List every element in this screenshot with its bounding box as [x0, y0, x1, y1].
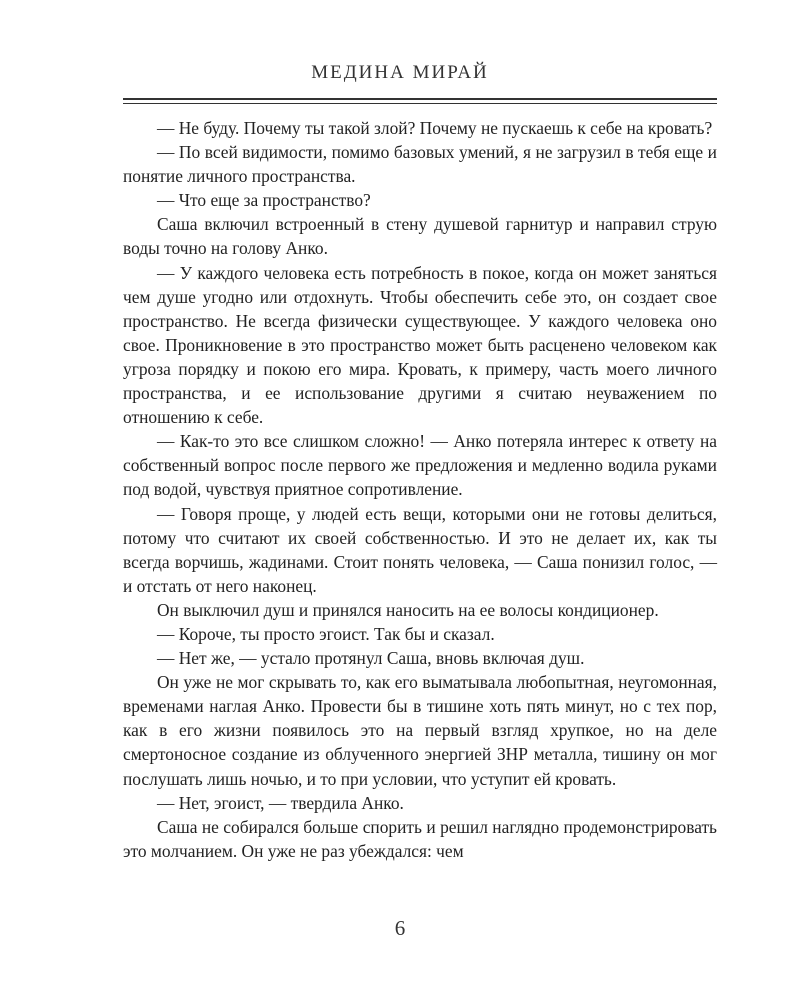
header-rule-thick [123, 98, 717, 100]
paragraph: — По всей видимости, помимо базовых умений, я не загрузил в тебя еще и понятие личного пространства. [123, 142, 717, 187]
paragraph: — Не буду. Почему ты такой злой? Почему не пускаешь к себе на кровать? [157, 118, 713, 138]
page-number: 6 [394, 916, 406, 940]
paragraph: — Говоря проще, у людей есть вещи, которыми они не готовы делиться, потому что считают их своей собственностью. И это не делает их, как ты всегда ворчишь, жадинами. Стоит понять человека, — Саша понизил голос, — и отстать от него наконец. [123, 503, 717, 596]
running-header: МЕДИНА МИРАЙ [311, 62, 489, 83]
paragraph: — Нет же, — устало протянул Саша, вновь включая душ. [157, 648, 585, 669]
paragraph: Он выключил душ и принялся наносить на ее волосы кондиционер. [157, 599, 659, 620]
paragraph: Саша включил встроенный в стену душевой гарнитур и направил струю воды точно на голову Анко. [123, 214, 717, 259]
paragraph: — Нет, эгоист, — твердила Анко. [157, 792, 404, 813]
paragraph: — Короче, ты просто эгоист. Так бы и сказал. [157, 623, 495, 644]
paragraph: Саша не собирался больше спорить и решил наглядно продемонстрировать это молчанием. Он уже не раз убеждался: чем [123, 816, 717, 861]
paragraph: — Как-то это все слишком сложно! — Анко потеряла интерес к ответу на собственный вопрос после первого же предложения и медленно водила руками под водой, чувствуя приятное сопротивление. [123, 431, 717, 500]
header-rule-thin [123, 103, 717, 104]
body-text [123, 116, 717, 863]
paragraph: Он уже не мог скрывать то, как его выматывала любопытная, неугомонная, временами наглая Анко. Провести бы в тишине хоть пять минут, но с тех пор, как в его жизни появилось это на первый взгляд хрупкое, но на деле смертоносное создание из облученного энергией ЗНР металла, тишину он мог послушать лишь ночью, и то при условии, что уступит ей кровать. [123, 672, 717, 789]
paragraph: — У каждого человека есть потребность в покое, когда он может заняться чем душе угодно или отдохнуть. Чтобы обеспечить себе это, он создает свое пространство. Не всегда физически существующее. У каждого человека оно свое. Проникновение в это пространство может быть расценено человеком как угроза порядку и покою его мира. Кровать, к примеру, часть моего личного пространства, и ее использование другими я считаю неуважением по отношению к себе. [123, 262, 717, 428]
paragraph: — Что еще за пространство? [157, 190, 371, 211]
